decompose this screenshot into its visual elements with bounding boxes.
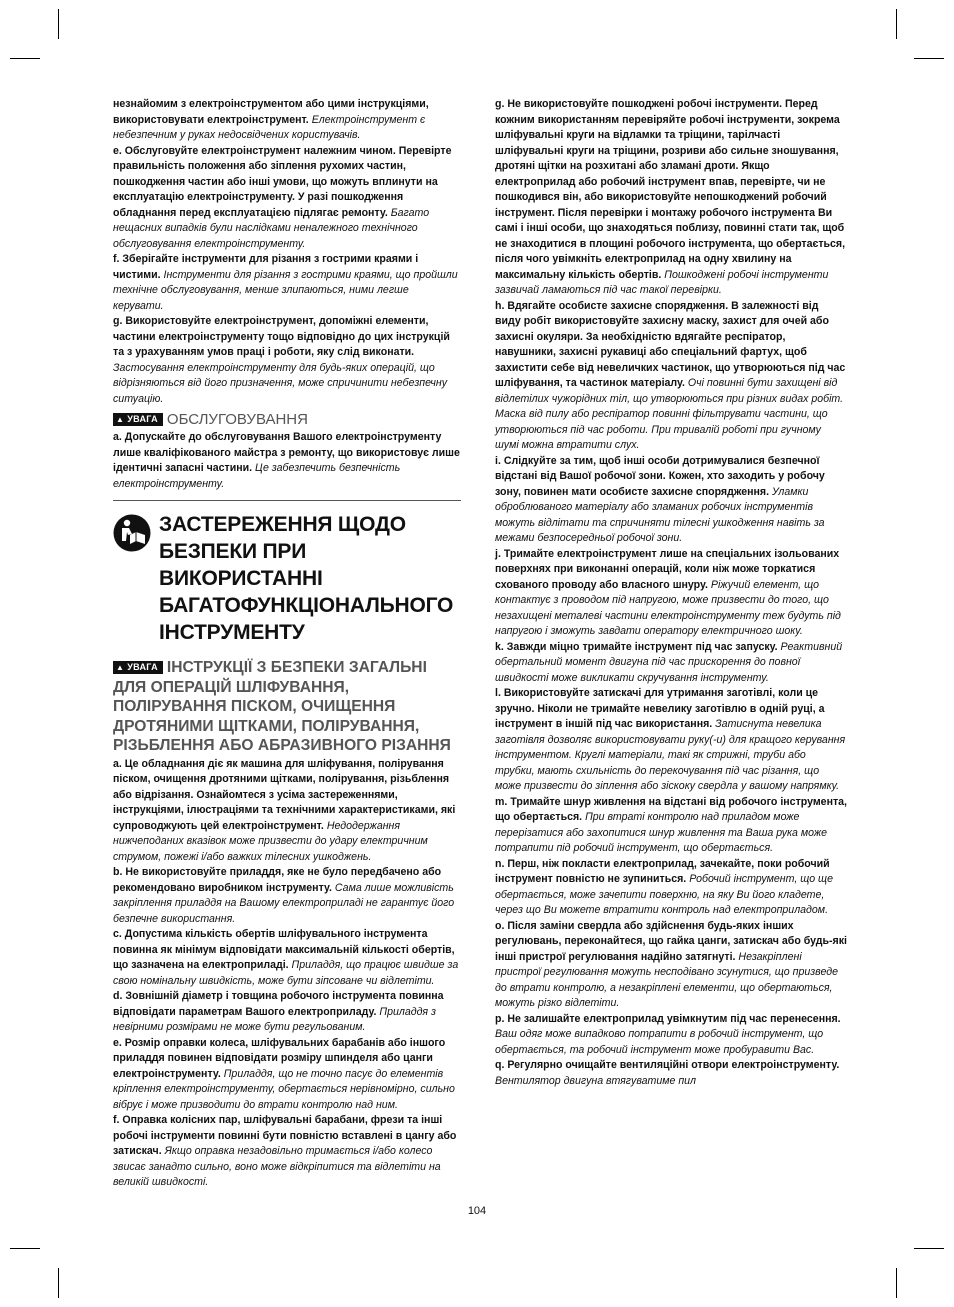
left-column bbox=[113, 97, 461, 1191]
paragraph-i-bystanders: i. Слідкуйте за тим, щоб інші особи дотримувалися безпечної відстані від Вашої робочої зони. Кожен, хто заходить у робочу зону, повинен мати особисте захисне спорядження. Уламки оброблюваного матеріалу або зламаних робочих інструментів можуть відлітати та спричиняти тілесні ушкодження навіть за межами безпосередньої робочої зони. bbox=[495, 454, 825, 544]
paragraph-d-diameter: d. Зовнішній діаметр і товщина робочого інструмента повинна відповідати параметрам Вашого електроприладу. Приладдя з невірними розмірами не може бути регульованим. bbox=[113, 990, 444, 1033]
paragraph-p-carrying: p. Не залишайте електроприлад увімкнутим під час перенесення. Ваш одяг може випадково потрапити в робочий інструмент, що обертається, та робочий інструмент може пробуравити Вас. bbox=[495, 1012, 841, 1056]
paragraph-b-accessories: b. Не використовуйте приладдя, яке не було передбачено або рекомендовано виробником інструменту. Сама лише можливість закріплення приладдя на Вашому електроприладі не гарантує його безпечне використання. bbox=[113, 866, 455, 925]
paragraph-m-cord: m. Тримайте шнур живлення на відстані від робочого інструмента, що обертається. При втраті контролю над приладом може перерізатися або захопитися шнур живлення та Ваша рука може потрапити під робочий інструмент, що обертається. bbox=[495, 795, 847, 854]
crop-mark bbox=[896, 9, 897, 39]
paragraph-n-stop: n. Перш, ніж покласти електроприлад, зачекайте, поки робочий інструмент повністю не зупиниться. Робочий інструмент, що ще обертається, може зачепити поверхню, на яку Ви його кладете, через що Ви можете втратити контроль над електроприладом. bbox=[495, 857, 833, 916]
paragraph-f-cutting-tools: f. Зберігайте інструменти для різання з гострими краями і чистими. Інструменти для різання з гострими краями, що пройшли технічне обслуговування, менше злипаються, ними легше керувати. bbox=[113, 253, 458, 312]
paragraph-j-insulated-grip: j. Тримайте електроінструмент лише на спеціальних ізольованих поверхнях при виконанні операцій, коли ніж може торкатися схованого проводу або власного шнуру. Ріжучий елемент, що контактує з проводом під напругою, може призвести до того, що незахищені металеві частини електроінструменту теж будуть під напругою і зможуть завдати оператору електричного шоку. bbox=[495, 547, 841, 637]
crop-mark bbox=[896, 1268, 897, 1298]
crop-mark bbox=[58, 1268, 59, 1298]
warning-triangle-icon: ▲ bbox=[116, 415, 125, 424]
warning-triangle-icon: ▲ bbox=[116, 663, 125, 672]
paragraph-k-hold-firmly: k. Завжди міцно тримайте інструмент під час запуску. Реактивний обертальний момент двигуна під час прискорення до повної швидкості може викликати скручування інструменту. bbox=[495, 640, 843, 684]
paragraph-a-machine: a. Це обладнання діє як машина для шліфування, полірування піском, очищення дротяними щітками, полірування, різьблення або відрізання. Ознайомтеся з усіма застереженнями, інструкціями, ілюстраціями та технічними характеристиками, які супроводжують цей електроінструмент. Недодержання нижчеподаних вказівок може призвести до удару електричним струмом, пожежі і/або важких тілесних ушкоджень. bbox=[113, 757, 456, 863]
crop-mark bbox=[58, 9, 59, 39]
warning-badge: ▲ УВАГА bbox=[113, 661, 163, 674]
paragraph-q-vents: q. Регулярно очищайте вентиляційні отвори електроінструменту. Вентилятор двигуна втягуватиме пил bbox=[495, 1059, 840, 1087]
read-manual-icon bbox=[113, 514, 151, 552]
crop-mark bbox=[914, 1248, 944, 1249]
paragraph-c-speed: c. Допустима кількість обертів шліфувального інструмента повинна як мінімум відповідати максимальній кількості обертів, що зазначена на електроприладі. Приладдя, що працює швидше за свою номінальну швидкість, може бути зіпсоване чи відлетіти. bbox=[113, 928, 459, 987]
paragraph-l-clamps: l. Використовуйте затискачі для утримання заготівлі, коли це зручно. Ніколи не тримайте невелику заготівлю в одній руці, а інструмент в іншій під час використання. Затиснута невелика заготівля дозволяє використовувати руку(-и) для кращого керування інструментом. Круглі матеріали, такі як стрижні, труби або трубки, мають схильність до перекочування під час різання, що може призвести до зіплення або зіскоку свердла у вашому напрямку. bbox=[495, 687, 846, 792]
service-section-title: ▲ УВАГА ОБСЛУГОВУВАННЯ bbox=[113, 411, 461, 429]
paragraph-intro: незнайомим з електроінструментом або цими інструкціями, використовувати електроінструмент. Електроінструмент є небезпечним у руках недосвідчених користувачів. bbox=[113, 98, 429, 141]
crop-mark bbox=[10, 1248, 40, 1249]
crop-mark bbox=[10, 58, 40, 59]
paragraph-e-maintain: e. Обслуговуйте електроінструмент належним чином. Перевірте правильність положення або зіплення рухомих частин, пошкодження частин або інші умови, що можуть вплинути на експлуатацію електроінструменту. У разі пошкодження обладнання перед експлуатацією підлягає ремонту. Багато нещасних випадків були наслідками неналежного технічного обслуговування електроінструменту. bbox=[113, 144, 452, 250]
big-heading: ЗАСТЕРЕЖЕННЯ ЩОДО БЕЗПЕКИ ПРИ ВИКОРИСТАННІ БАГАТОФУНКЦІОНАЛЬНОГО ІНСТРУМЕНТУ bbox=[159, 513, 454, 644]
crop-mark bbox=[914, 58, 944, 59]
paragraph-service-a: a. Допускайте до обслуговування Вашого електроінструменту лише кваліфікованого майстра з ремонту, що використовує лише ідентичні запасні частини. Це забезпечить безпечність електроінструменту. bbox=[113, 431, 460, 490]
paragraph-o-tighten: o. Після заміни свердла або здійснення будь-яких інших регулювань, переконайтеся, що гайка цанги, затискач або будь-які інші пристрої регулювання надійно затягнуті. Незакріплені пристрої регулювання можуть несподівано зсунутися, що призведе до втрати контролю, а незакріплені елементи, що обертаються, можуть різко відлетіти. bbox=[495, 919, 847, 1009]
instructions-section-title: ▲ УВАГА ІНСТРУКЦІЇ З БЕЗПЕКИ ЗАГАЛЬНІ ДЛЯ ОПЕРАЦІЙ ШЛІФУВАННЯ, ПОЛІРУВАННЯ ПІСКОМ, ОЧИЩЕННЯ ДРОТЯНИМИ ЩІТКАМИ, ПОЛІРУВАННЯ, РІЗЬБЛЕННЯ АБО АБРАЗИВНОГО РІЗАННЯ bbox=[113, 659, 451, 754]
warning-badge: ▲ УВАГА bbox=[113, 413, 163, 426]
paragraph-h-protective-gear: h. Вдягайте особисте захисне спорядження. В залежності від виду робіт використовуйте захисну маску, захист для очей або захисні окуляри. За необхідністю вдягайте респіратор, навушники, захисні рукавиці або спеціальний фартух, щоб захистити себе від невеличких частинок, що утворюються під час шліфування, та частинок матеріалу. Очі повинні бути захищені від відлетілих чужорідних тіл, що утворюються при різних видах робіт. Маска від пилу або респіратор повинні фільтрувати частини, що утворюються під час роботи. При тривалій роботі при гучному шумі можна втратити слух. bbox=[495, 299, 846, 451]
big-heading-block bbox=[113, 511, 461, 646]
paragraph-g-use-tool: g. Використовуйте електроінструмент, допоміжні елементи, частини електроінструменту тощо відповідно до цих інструкцій та з урахуванням умов праці і роботи, яку слід виконати. Застосування електроінструменту для будь-яких операцій, що відрізняються від його призначення, може спричинити небезпечну ситуацію. bbox=[113, 315, 450, 405]
page-number: 104 bbox=[467, 1205, 487, 1217]
right-column bbox=[495, 97, 847, 1089]
section-divider bbox=[113, 500, 461, 501]
paragraph-e-arbor: e. Розмір оправки колеса, шліфувальних барабанів або іншого приладдя повинен відповідати розміру шпинделя або цанги електроінструменту. Приладдя, що не точно пасує до елементів кріплення електроінструменту, обертається нерівномірно, сильно вібрує і може призводити до втрати контролю над ним. bbox=[113, 1036, 455, 1111]
paragraph-f-mandrels: f. Оправка колісних пар, шліфувальні барабани, фрези та інші робочі інструменти повинні бути повністю вставлені в цангу або затискач. Якщо оправка незадовільно тримається і/або колесо звисає занадто сильно, воно може відкріпитися та відлетіти на великій швидкості. bbox=[113, 1114, 457, 1188]
paragraph-g-damaged-tools: g. Не використовуйте пошкоджені робочі інструменти. Перед кожним використанням перевіряйте робочі інструменти, зокрема шліфувальні круги на відламки та тріщини, тарілчасті шліфувальні круги на тріщини, розриви або сильне зношування, дротяні щітки на розхитані або зламані дроти. Якщо електроприлад або робочий інструмент впав, перевірте, чи не пошкодився він, або використовуйте непошкоджений робочий інструмент. Після перевірки і монтажу робочого інструмента Ви самі і інші особи, що знаходяться поблизу, повинні стати так, щоб не знаходитися в площині робочого інструмента, що обертається, після чого увімкніть електроприлад на одну хвилину на максимальну кількість обертів. Пошкоджені робочі інструменти зазвичай ламаються під час такої перевірки. bbox=[495, 98, 846, 296]
